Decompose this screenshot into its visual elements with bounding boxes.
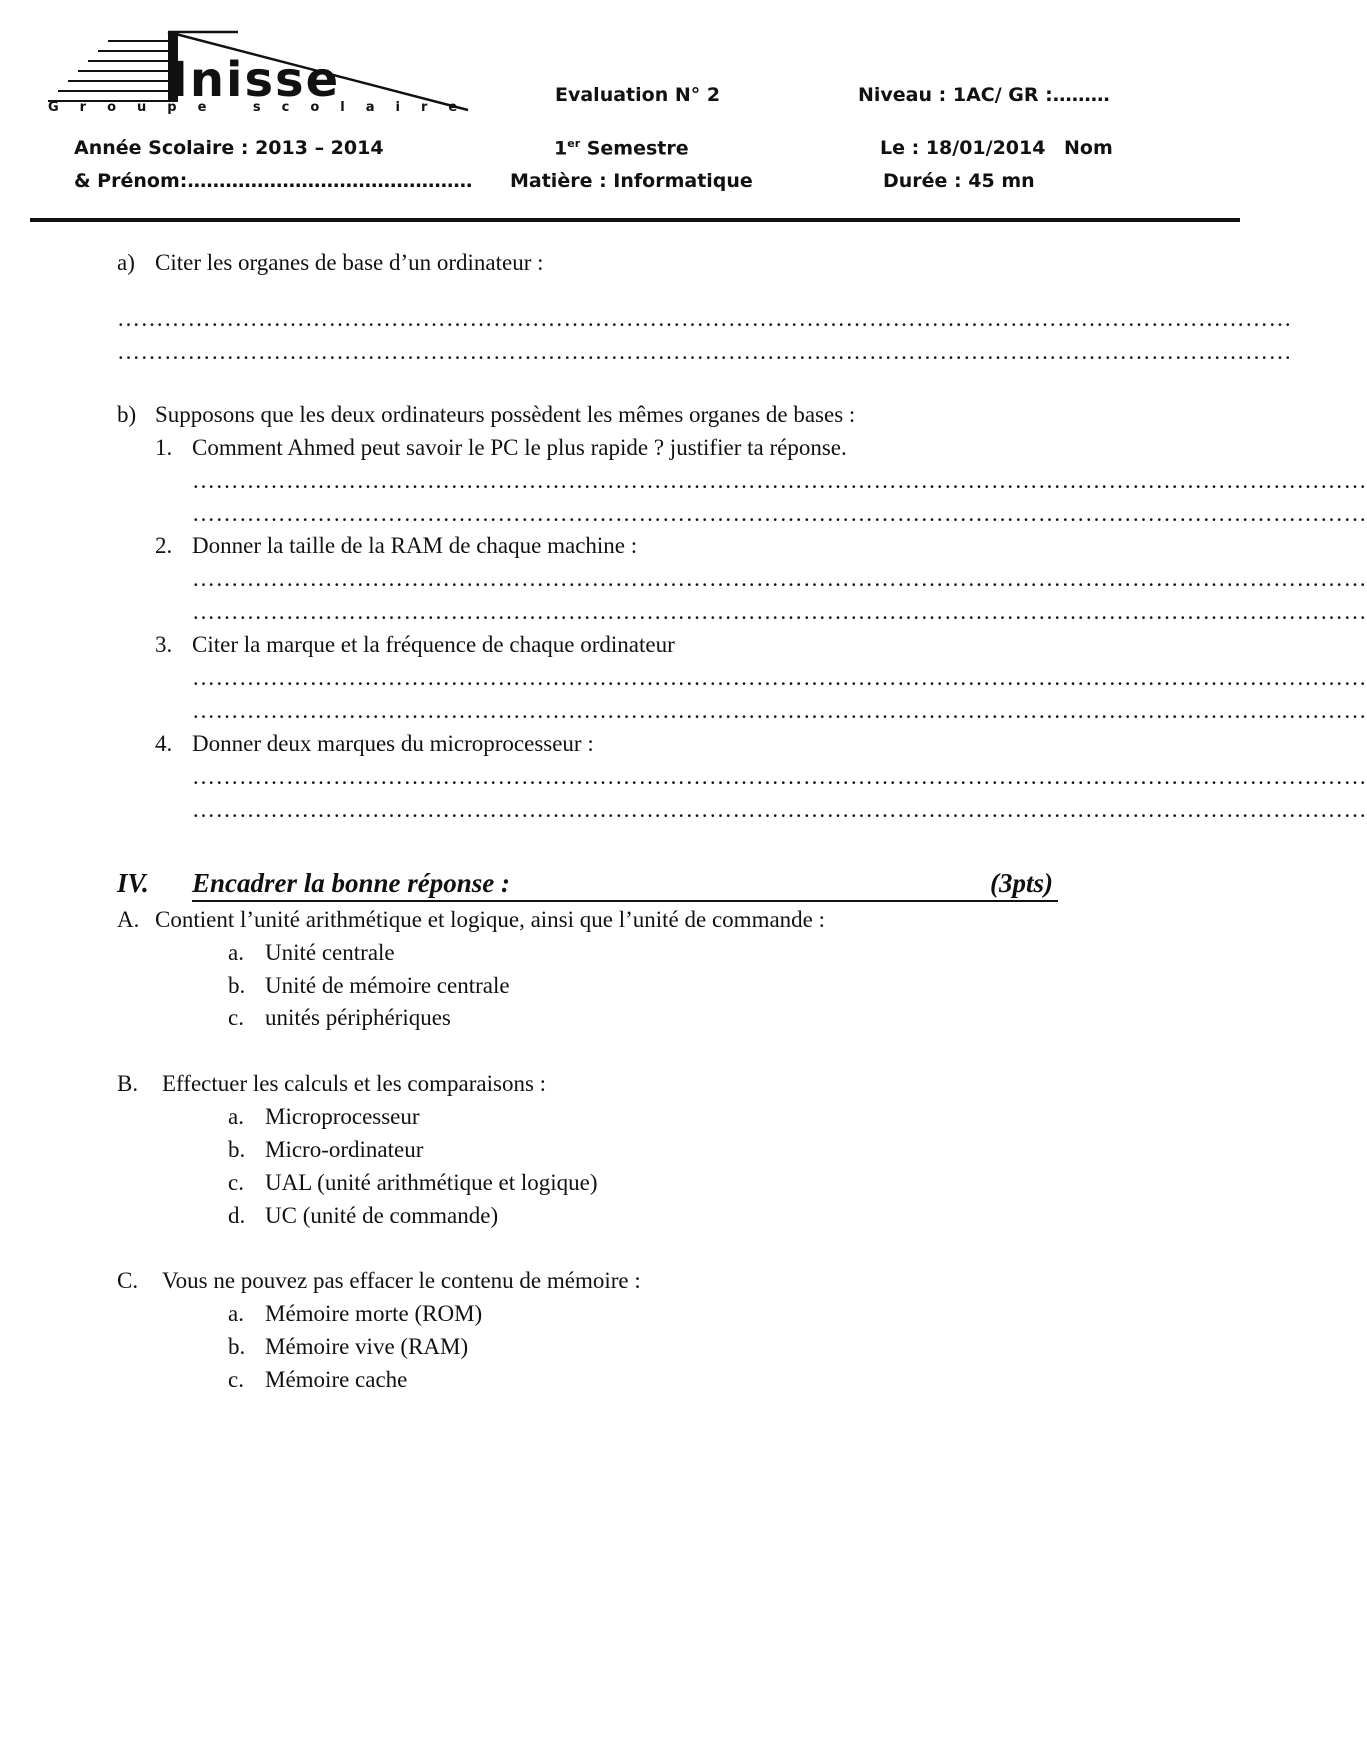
option-text[interactable]: Mémoire vive (RAM) [265,1334,469,1359]
part-b-marker: b) [117,402,137,427]
sub-question-number: 4. [155,731,173,756]
option-key: b. [228,1334,246,1359]
semester-word: Semestre [580,137,689,160]
sub-question-number: 2. [155,533,173,558]
option-text[interactable]: Microprocesseur [265,1104,420,1129]
first-name-field: & Prénom:……………………………………… [74,170,473,192]
level-group: Niveau : 1AC/ GR :……… [858,84,1110,106]
option-text[interactable]: unités périphériques [265,1005,451,1030]
semester-number: 1 [554,137,568,160]
option-text[interactable]: Mémoire cache [265,1367,408,1392]
question-letter: A. [117,907,140,932]
duration: Durée : 45 mn [883,170,1035,192]
name-label: Nom [1064,137,1113,159]
question-letter: C. [117,1268,139,1293]
option-key: b. [228,1137,246,1162]
section-number: IV. [117,868,149,898]
answer-line: …………………………………………………………………………………………………………………………………… [192,599,1367,624]
option-key: a. [228,940,244,965]
option-key: c. [228,1005,244,1030]
answer-line: …………………………………………………………………………………………………………………………………… [192,501,1367,526]
option-key: a. [228,1301,244,1326]
part-a-question: Citer les organes de base d’un ordinateur : [155,250,544,275]
answer-line: …………………………………………………………………………………………………………………………………… [192,764,1367,789]
option-key: a. [228,1104,244,1129]
subject: Matière : Informatique [510,170,753,192]
option-key: b. [228,973,246,998]
school-year: Année Scolaire : 2013 – 2014 [74,137,384,159]
option-key: c. [228,1170,244,1195]
option-key: c. [228,1367,244,1392]
answer-line: …………………………………………………………………………………………………………………………………… [192,665,1367,690]
option-key: d. [228,1203,246,1228]
option-text[interactable]: UAL (unité arithmétique et logique) [265,1170,598,1195]
sub-question-text: Donner deux marques du microprocesseur : [192,731,594,756]
sub-question-number: 1. [155,435,173,460]
evaluation-number: Evaluation N° 2 [555,84,721,106]
question-text: Vous ne pouvez pas effacer le contenu de mémoire : [162,1268,641,1293]
semester-suffix: er [567,137,581,150]
sub-question-text: Citer la marque et la fréquence de chaque ordinateur [192,632,675,657]
question-text: Effectuer les calculs et les comparaisons : [162,1071,547,1096]
option-text[interactable]: UC (unité de commande) [265,1203,499,1228]
question-text: Contient l’unité arithmétique et logique, ainsi que l’unité de commande : [155,907,826,932]
answer-line: …………………………………………………………………………………………………………………………………… [117,306,1292,331]
part-a-marker: a) [117,250,135,275]
logo-subtitle: Groupe scolaire [48,100,479,115]
logo-name: Inisse [170,52,341,108]
option-text[interactable]: Unité de mémoire centrale [265,973,510,998]
answer-line: …………………………………………………………………………………………………………………………………… [192,797,1367,822]
answer-line: …………………………………………………………………………………………………………………………………… [192,698,1367,723]
answer-line: …………………………………………………………………………………………………………………………………… [117,339,1292,364]
part-b-question: Supposons que les deux ordinateurs possèdent les mêmes organes de bases : [155,402,856,427]
section-title-underline [192,900,1058,902]
exam-date: Le : 18/01/2014 [880,137,1046,159]
sub-question-text: Comment Ahmed peut savoir le PC le plus rapide ? justifier ta réponse. [192,435,847,460]
answer-line: …………………………………………………………………………………………………………………………………… [192,468,1367,493]
sub-question-number: 3. [155,632,173,657]
option-text[interactable]: Micro-ordinateur [265,1137,424,1162]
section-points: (3pts) [990,868,1053,898]
option-text[interactable]: Unité centrale [265,940,395,965]
question-letter: B. [117,1071,139,1096]
header-divider [30,218,1240,222]
section-title: Encadrer la bonne réponse : [192,868,511,898]
answer-line: …………………………………………………………………………………………………………………………………… [192,566,1367,591]
option-text[interactable]: Mémoire morte (ROM) [265,1301,483,1326]
semester [554,137,689,159]
sub-question-text: Donner la taille de la RAM de chaque machine : [192,533,638,558]
school-logo [48,28,479,120]
